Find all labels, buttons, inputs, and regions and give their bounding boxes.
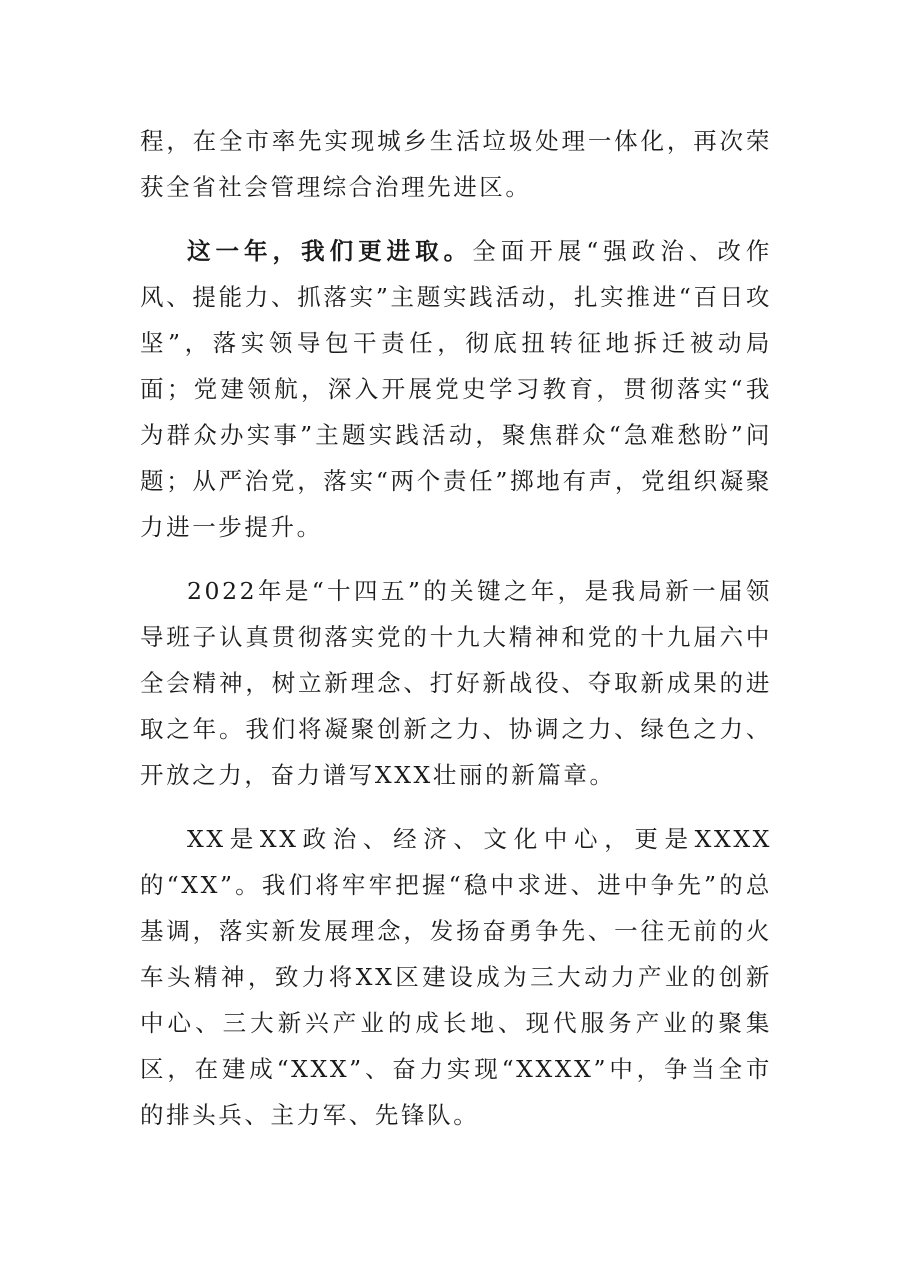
paragraph-xx-center — [140, 816, 772, 1138]
paragraph-text: 全面开展“强政治、改作风、提能力、抓落实”主题实践活动，扎实推进“百日攻坚”，落实领导包干责任，彻底扭转征地拆迁被动局面；党建领航，深入开展党史学习教育，贯彻落实“我为群众办实事”主题实践活动，聚焦群众“急难愁盼”问题；从严治党，落实“两个责任”掷地有声，党组织凝聚力进一步提升。 — [140, 237, 772, 541]
paragraph-progress — [140, 228, 772, 550]
paragraph-continuation — [140, 118, 772, 210]
paragraph-text: XX是XX政治、经济、文化中心，更是XXXX的“XX”。我们将牢牢把握“稳中求进、进中争先”的总基调，落实新发展理念，发扬奋勇争先、一往无前的火车头精神，致力将XX区建设成为三大动力产业的创新中心、三大新兴产业的成长地、现代服务产业的聚集区，在建成“XXX”、奋力实现“XXXX”中，争当全市的排头兵、主力军、先锋队。 — [140, 825, 772, 1129]
document-body — [140, 118, 772, 1156]
paragraph-text: 2022年是“十四五”的关键之年，是我局新一届领导班子认真贯彻落实党的十九大精神和党的十九届六中全会精神，树立新理念、打好新战役、夺取新成果的进取之年。我们将凝聚创新之力、协调之力、绿色之力、开放之力，奋力谱写XXX壮丽的新篇章。 — [140, 577, 772, 789]
paragraph-lead: 这一年，我们更进取。 — [187, 237, 473, 265]
paragraph-text: 程，在全市率先实现城乡生活垃圾处理一体化，再次荣获全省社会管理综合治理先进区。 — [140, 127, 772, 201]
paragraph-2022 — [140, 568, 772, 798]
